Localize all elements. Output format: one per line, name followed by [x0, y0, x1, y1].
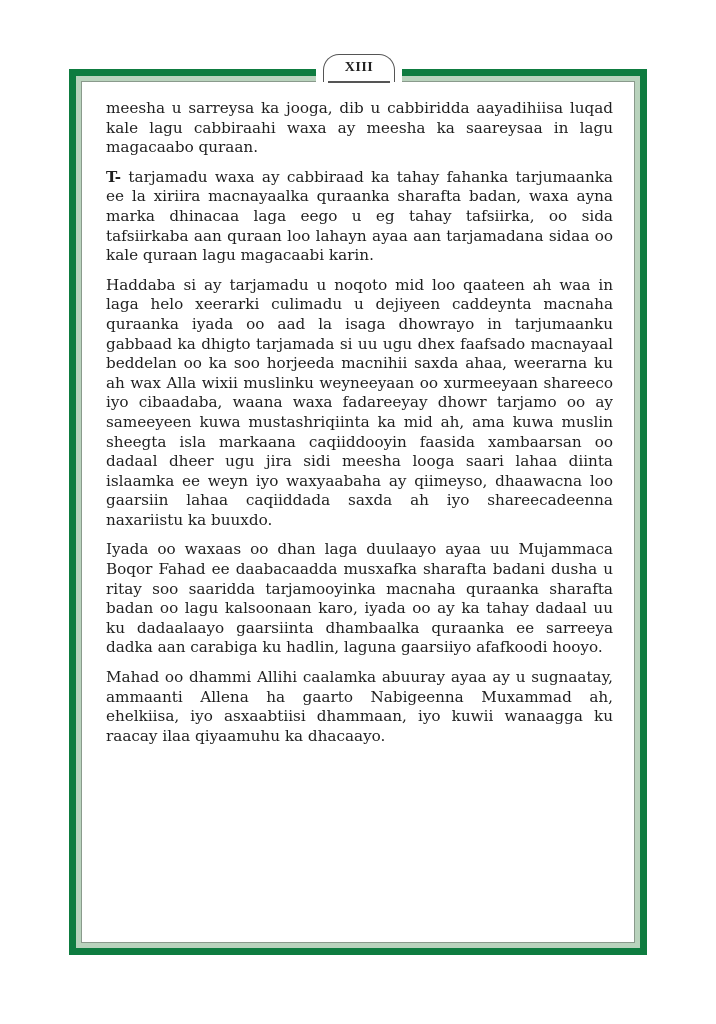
- paragraph-4: [106, 540, 613, 658]
- page-number-underline: [328, 81, 390, 83]
- page-number: XIII: [344, 60, 374, 75]
- paragraph-3: [106, 276, 613, 531]
- paragraph-1-text: meesha u sarreysa ka jooga, dib u cabbiridda aayadihiisa luqad kale lagu cabbiraahi waxa ay meesha ka saareysaa in lagu magacaabo quraan.: [106, 99, 613, 157]
- paragraph-2-lead: T-: [106, 167, 122, 186]
- paragraph-1: [106, 99, 613, 158]
- paragraph-5-text: Mahad oo dhammi Allihi caalamka abuuray ayaa ay u sugnaatay, ammaanti Allena ha gaarto Nabigeenna Muxammad ah, ehelkiisa, iyo asxaabtiisi dhammaan, iyo kuwii wanaagga ku raacay ilaa qiyaamuhu ka dhacaayo.: [106, 668, 613, 745]
- paragraph-3-text: Haddaba si ay tarjamadu u noqoto mid loo qaateen ah waa in laga helo xeerarki culimadu u dejiyeen caddeynta macnaha quraanka iyada oo aad la isaga dhowrayo in tarjumaanku gabbaad ka dhigto tarjamada si uu ugu dhex faafsado macnayaal beddelan oo ka soo horjeeda macnihii saxda ahaa, weerarna ku ah wax Alla wixii muslinku weyneeyaan oo xurmeeyaan shareeco iyo cibaadaba, waana waxa fadareeyay dhowr tarjamo oo ay sameeyeen kuwa mustashriqiinta ka mid ah, ama kuwa muslin sheegta isla markaana caqiiddooyin faasida xambaarsan oo dadaal dheer ugu jira sidi meesha looga saari lahaa diinta islaamka ee weyn iyo waxyaabaha ay qiimeyso, dhaawacna loo gaarsiin lahaa caqiiddada saxda ah iyo shareecadeenna naxariistu ka buuxdo.: [106, 275, 613, 529]
- page-body-text: [106, 99, 613, 756]
- paragraph-5: [106, 668, 613, 746]
- paragraph-2: [106, 168, 613, 266]
- paragraph-4-text: Iyada oo waxaas oo dhan laga duulaayo ayaa uu Mujammaca Boqor Fahad ee daabacaadda musxafka sharafta badani dusha u ritay soo saaridda tarjamooyinka macnaha quraanka sharafta badan oo lagu kalsoonaan karo, iyada oo ay ka tahay dadaal uu ku dadaalaayo gaarsiinta dhambaalka quraanka ee sarreeya dadka aan carabiga ku hadlin, laguna gaarsiiyo afafkoodi hooyo.: [106, 540, 613, 657]
- paragraph-2-text: tarjamadu waxa ay cabbiraad ka tahay fahanka tarjumaanka ee la xiriira macnayaalka quraanka sharafta badan, waxa ayna marka dhinacaa laga eego u eg tahay tafsiirka, oo sida tafsiirkaba aan quraan loo lahayn ayaa aan tarjamadana sidaa oo kale quraan lagu magacaabi karin.: [106, 167, 613, 265]
